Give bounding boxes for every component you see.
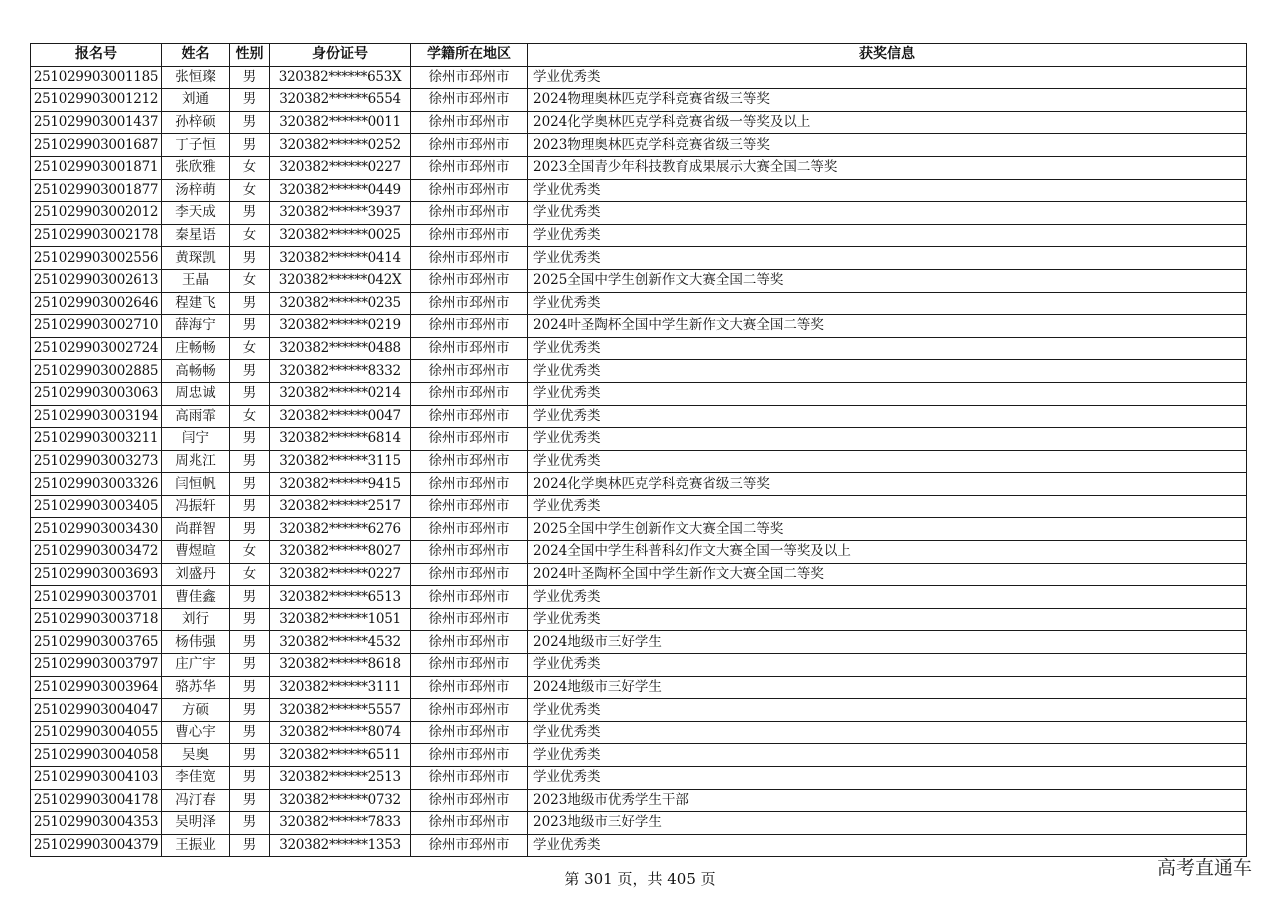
cell-gender: 男 <box>230 654 270 677</box>
cell-id-number: 320382******8027 <box>270 541 411 564</box>
cell-award-info: 学业优秀类 <box>528 654 1247 677</box>
cell-name: 高雨霏 <box>162 405 230 428</box>
cell-gender: 男 <box>230 382 270 405</box>
cell-id-number: 320382******0011 <box>270 111 411 134</box>
table-row <box>31 699 1247 722</box>
cell-name: 尚群智 <box>162 518 230 541</box>
cell-gender: 男 <box>230 676 270 699</box>
cell-id-number: 320382******3937 <box>270 202 411 225</box>
cell-id-number: 320382******6276 <box>270 518 411 541</box>
cell-name: 高畅畅 <box>162 360 230 383</box>
cell-region: 徐州市邳州市 <box>411 66 528 89</box>
cell-award-info: 学业优秀类 <box>528 337 1247 360</box>
table-row <box>31 495 1247 518</box>
cell-id-number: 320382******6513 <box>270 586 411 609</box>
header-award-info: 获奖信息 <box>528 44 1247 67</box>
cell-id-number: 320382******8074 <box>270 721 411 744</box>
table-header-row <box>31 44 1247 67</box>
cell-id-number: 320382******1353 <box>270 834 411 857</box>
cell-region: 徐州市邳州市 <box>411 631 528 654</box>
cell-registration-number: 251029903004058 <box>31 744 162 767</box>
table-row <box>31 654 1247 677</box>
cell-registration-number: 251029903004379 <box>31 834 162 857</box>
table-row <box>31 179 1247 202</box>
cell-gender: 男 <box>230 450 270 473</box>
cell-registration-number: 251029903003765 <box>31 631 162 654</box>
table-row <box>31 224 1247 247</box>
cell-gender: 男 <box>230 111 270 134</box>
cell-region: 徐州市邳州市 <box>411 315 528 338</box>
cell-gender: 男 <box>230 721 270 744</box>
table-row <box>31 631 1247 654</box>
header-name: 姓名 <box>162 44 230 67</box>
cell-award-info: 学业优秀类 <box>528 179 1247 202</box>
cell-name: 周兆江 <box>162 450 230 473</box>
cell-award-info: 学业优秀类 <box>528 66 1247 89</box>
cell-name: 方硕 <box>162 699 230 722</box>
cell-registration-number: 251029903003472 <box>31 541 162 564</box>
cell-registration-number: 251029903001871 <box>31 156 162 179</box>
cell-name: 曹心宇 <box>162 721 230 744</box>
table-row <box>31 247 1247 270</box>
cell-award-info: 学业优秀类 <box>528 586 1247 609</box>
table-row <box>31 382 1247 405</box>
cell-name: 程建飞 <box>162 292 230 315</box>
cell-registration-number: 251029903002710 <box>31 315 162 338</box>
cell-id-number: 320382******0214 <box>270 382 411 405</box>
cell-region: 徐州市邳州市 <box>411 834 528 857</box>
table-body <box>31 66 1247 857</box>
cell-gender: 男 <box>230 586 270 609</box>
cell-award-info: 2024全国中学生科普科幻作文大赛全国一等奖及以上 <box>528 541 1247 564</box>
header-gender: 性别 <box>230 44 270 67</box>
cell-name: 闫恒帆 <box>162 473 230 496</box>
cell-region: 徐州市邳州市 <box>411 360 528 383</box>
cell-name: 黄琛凯 <box>162 247 230 270</box>
cell-name: 冯振轩 <box>162 495 230 518</box>
cell-name: 刘通 <box>162 89 230 112</box>
cell-registration-number: 251029903003211 <box>31 428 162 451</box>
cell-gender: 男 <box>230 247 270 270</box>
cell-gender: 男 <box>230 518 270 541</box>
cell-region: 徐州市邳州市 <box>411 541 528 564</box>
cell-id-number: 320382******6814 <box>270 428 411 451</box>
cell-region: 徐州市邳州市 <box>411 269 528 292</box>
cell-region: 徐州市邳州市 <box>411 518 528 541</box>
cell-gender: 女 <box>230 156 270 179</box>
cell-region: 徐州市邳州市 <box>411 337 528 360</box>
cell-region: 徐州市邳州市 <box>411 586 528 609</box>
table-row <box>31 405 1247 428</box>
cell-award-info: 2024叶圣陶杯全国中学生新作文大赛全国二等奖 <box>528 315 1247 338</box>
cell-id-number: 320382******0227 <box>270 563 411 586</box>
cell-name: 闫宁 <box>162 428 230 451</box>
cell-gender: 女 <box>230 337 270 360</box>
cell-award-info: 学业优秀类 <box>528 247 1247 270</box>
table-row <box>31 428 1247 451</box>
cell-region: 徐州市邳州市 <box>411 179 528 202</box>
cell-registration-number: 251029903003797 <box>31 654 162 677</box>
cell-region: 徐州市邳州市 <box>411 224 528 247</box>
cell-registration-number: 251029903002646 <box>31 292 162 315</box>
cell-gender: 男 <box>230 89 270 112</box>
cell-registration-number: 251029903003273 <box>31 450 162 473</box>
table-row <box>31 450 1247 473</box>
cell-region: 徐州市邳州市 <box>411 473 528 496</box>
table-row <box>31 812 1247 835</box>
cell-id-number: 320382******3115 <box>270 450 411 473</box>
cell-award-info: 2024叶圣陶杯全国中学生新作文大赛全国二等奖 <box>528 563 1247 586</box>
cell-award-info: 2023地级市三好学生 <box>528 812 1247 835</box>
awards-table <box>30 43 1247 857</box>
table-row <box>31 156 1247 179</box>
cell-id-number: 320382******042X <box>270 269 411 292</box>
cell-region: 徐州市邳州市 <box>411 812 528 835</box>
cell-name: 王晶 <box>162 269 230 292</box>
cell-id-number: 320382******0227 <box>270 156 411 179</box>
cell-region: 徐州市邳州市 <box>411 789 528 812</box>
header-registration-number: 报名号 <box>31 44 162 67</box>
cell-region: 徐州市邳州市 <box>411 676 528 699</box>
cell-award-info: 学业优秀类 <box>528 382 1247 405</box>
cell-registration-number: 251029903004178 <box>31 789 162 812</box>
cell-award-info: 2023物理奥林匹克学科竞赛省级三等奖 <box>528 134 1247 157</box>
cell-region: 徐州市邳州市 <box>411 721 528 744</box>
cell-award-info: 学业优秀类 <box>528 699 1247 722</box>
cell-name: 曹佳鑫 <box>162 586 230 609</box>
cell-registration-number: 251029903002613 <box>31 269 162 292</box>
cell-region: 徐州市邳州市 <box>411 405 528 428</box>
cell-name: 王振业 <box>162 834 230 857</box>
cell-name: 李佳宽 <box>162 767 230 790</box>
cell-name: 孙梓硕 <box>162 111 230 134</box>
cell-id-number: 320382******2513 <box>270 767 411 790</box>
cell-registration-number: 251029903004103 <box>31 767 162 790</box>
cell-id-number: 320382******4532 <box>270 631 411 654</box>
cell-region: 徐州市邳州市 <box>411 89 528 112</box>
cell-gender: 男 <box>230 360 270 383</box>
cell-gender: 男 <box>230 767 270 790</box>
cell-registration-number: 251029903003693 <box>31 563 162 586</box>
cell-award-info: 2024化学奥林匹克学科竞赛省级三等奖 <box>528 473 1247 496</box>
cell-award-info: 学业优秀类 <box>528 495 1247 518</box>
cell-registration-number: 251029903003326 <box>31 473 162 496</box>
cell-award-info: 学业优秀类 <box>528 360 1247 383</box>
cell-region: 徐州市邳州市 <box>411 111 528 134</box>
cell-name: 秦星语 <box>162 224 230 247</box>
cell-id-number: 320382******9415 <box>270 473 411 496</box>
cell-name: 吴明泽 <box>162 812 230 835</box>
cell-registration-number: 251029903004353 <box>31 812 162 835</box>
cell-id-number: 320382******0235 <box>270 292 411 315</box>
cell-region: 徐州市邳州市 <box>411 382 528 405</box>
cell-gender: 男 <box>230 631 270 654</box>
cell-registration-number: 251029903003430 <box>31 518 162 541</box>
table-row <box>31 541 1247 564</box>
cell-id-number: 320382******0449 <box>270 179 411 202</box>
cell-name: 李天成 <box>162 202 230 225</box>
cell-gender: 女 <box>230 541 270 564</box>
table-row <box>31 676 1247 699</box>
table-row <box>31 767 1247 790</box>
cell-region: 徐州市邳州市 <box>411 608 528 631</box>
cell-gender: 男 <box>230 789 270 812</box>
cell-gender: 女 <box>230 224 270 247</box>
cell-award-info: 2023全国青少年科技教育成果展示大赛全国二等奖 <box>528 156 1247 179</box>
table-row <box>31 111 1247 134</box>
cell-id-number: 320382******6554 <box>270 89 411 112</box>
cell-award-info: 学业优秀类 <box>528 450 1247 473</box>
cell-registration-number: 251029903003063 <box>31 382 162 405</box>
cell-registration-number: 251029903001185 <box>31 66 162 89</box>
header-region: 学籍所在地区 <box>411 44 528 67</box>
table-row <box>31 744 1247 767</box>
cell-name: 张恒璨 <box>162 66 230 89</box>
cell-registration-number: 251029903003964 <box>31 676 162 699</box>
table-row <box>31 834 1247 857</box>
cell-name: 庄畅畅 <box>162 337 230 360</box>
cell-id-number: 320382******5557 <box>270 699 411 722</box>
header-id-number: 身份证号 <box>270 44 411 67</box>
cell-name: 刘行 <box>162 608 230 631</box>
cell-award-info: 学业优秀类 <box>528 721 1247 744</box>
cell-name: 刘盛丹 <box>162 563 230 586</box>
table-row <box>31 586 1247 609</box>
cell-region: 徐州市邳州市 <box>411 495 528 518</box>
table-row <box>31 360 1247 383</box>
cell-award-info: 2024化学奥林匹克学科竞赛省级一等奖及以上 <box>528 111 1247 134</box>
cell-award-info: 2023地级市优秀学生干部 <box>528 789 1247 812</box>
cell-region: 徐州市邳州市 <box>411 744 528 767</box>
table-row <box>31 608 1247 631</box>
cell-gender: 男 <box>230 202 270 225</box>
cell-award-info: 学业优秀类 <box>528 744 1247 767</box>
cell-registration-number: 251029903002012 <box>31 202 162 225</box>
cell-gender: 男 <box>230 428 270 451</box>
cell-registration-number: 251029903003718 <box>31 608 162 631</box>
cell-gender: 男 <box>230 812 270 835</box>
cell-id-number: 320382******8332 <box>270 360 411 383</box>
table-row <box>31 518 1247 541</box>
cell-name: 薛海宁 <box>162 315 230 338</box>
cell-region: 徐州市邳州市 <box>411 654 528 677</box>
table-row <box>31 269 1247 292</box>
cell-registration-number: 251029903003405 <box>31 495 162 518</box>
cell-id-number: 320382******0414 <box>270 247 411 270</box>
cell-registration-number: 251029903001877 <box>31 179 162 202</box>
cell-id-number: 320382******7833 <box>270 812 411 835</box>
cell-id-number: 320382******3111 <box>270 676 411 699</box>
cell-gender: 男 <box>230 134 270 157</box>
cell-region: 徐州市邳州市 <box>411 450 528 473</box>
cell-award-info: 2024地级市三好学生 <box>528 676 1247 699</box>
cell-name: 吴奥 <box>162 744 230 767</box>
table-row <box>31 721 1247 744</box>
table-row <box>31 292 1247 315</box>
cell-award-info: 学业优秀类 <box>528 608 1247 631</box>
cell-registration-number: 251029903002885 <box>31 360 162 383</box>
cell-registration-number: 251029903003194 <box>31 405 162 428</box>
cell-region: 徐州市邳州市 <box>411 292 528 315</box>
cell-id-number: 320382******0488 <box>270 337 411 360</box>
cell-gender: 女 <box>230 269 270 292</box>
cell-name: 曹煜暄 <box>162 541 230 564</box>
table-row <box>31 315 1247 338</box>
cell-region: 徐州市邳州市 <box>411 563 528 586</box>
cell-gender: 女 <box>230 405 270 428</box>
table-row <box>31 202 1247 225</box>
cell-id-number: 320382******0025 <box>270 224 411 247</box>
cell-gender: 女 <box>230 563 270 586</box>
cell-registration-number: 251029903004047 <box>31 699 162 722</box>
cell-gender: 男 <box>230 66 270 89</box>
cell-gender: 男 <box>230 495 270 518</box>
cell-registration-number: 251029903001437 <box>31 111 162 134</box>
cell-name: 骆苏华 <box>162 676 230 699</box>
cell-gender: 男 <box>230 315 270 338</box>
cell-name: 张欣雅 <box>162 156 230 179</box>
table-row <box>31 89 1247 112</box>
cell-registration-number: 251029903001687 <box>31 134 162 157</box>
cell-gender: 男 <box>230 292 270 315</box>
cell-registration-number: 251029903003701 <box>31 586 162 609</box>
cell-registration-number: 251029903002178 <box>31 224 162 247</box>
cell-award-info: 2025全国中学生创新作文大赛全国二等奖 <box>528 518 1247 541</box>
cell-id-number: 320382******6511 <box>270 744 411 767</box>
cell-registration-number: 251029903002724 <box>31 337 162 360</box>
table-row <box>31 66 1247 89</box>
cell-award-info: 学业优秀类 <box>528 202 1247 225</box>
table-row <box>31 563 1247 586</box>
cell-award-info: 2024物理奥林匹克学科竞赛省级三等奖 <box>528 89 1247 112</box>
cell-award-info: 学业优秀类 <box>528 834 1247 857</box>
table-row <box>31 473 1247 496</box>
cell-name: 杨伟强 <box>162 631 230 654</box>
table-row <box>31 337 1247 360</box>
cell-gender: 女 <box>230 179 270 202</box>
cell-gender: 男 <box>230 608 270 631</box>
cell-gender: 男 <box>230 473 270 496</box>
cell-region: 徐州市邳州市 <box>411 247 528 270</box>
cell-gender: 男 <box>230 834 270 857</box>
cell-region: 徐州市邳州市 <box>411 156 528 179</box>
cell-registration-number: 251029903002556 <box>31 247 162 270</box>
cell-name: 冯汀春 <box>162 789 230 812</box>
cell-id-number: 320382******0219 <box>270 315 411 338</box>
cell-region: 徐州市邳州市 <box>411 202 528 225</box>
cell-name: 丁子恒 <box>162 134 230 157</box>
cell-award-info: 学业优秀类 <box>528 428 1247 451</box>
cell-id-number: 320382******0732 <box>270 789 411 812</box>
table-row <box>31 134 1247 157</box>
cell-region: 徐州市邳州市 <box>411 767 528 790</box>
watermark-logo-text: 高考直通车 <box>1156 857 1252 879</box>
cell-award-info: 学业优秀类 <box>528 405 1247 428</box>
cell-id-number: 320382******0252 <box>270 134 411 157</box>
cell-award-info: 学业优秀类 <box>528 292 1247 315</box>
cell-registration-number: 251029903004055 <box>31 721 162 744</box>
cell-gender: 男 <box>230 744 270 767</box>
cell-award-info: 2024地级市三好学生 <box>528 631 1247 654</box>
cell-name: 周忠诚 <box>162 382 230 405</box>
cell-id-number: 320382******653X <box>270 66 411 89</box>
cell-id-number: 320382******0047 <box>270 405 411 428</box>
cell-gender: 男 <box>230 699 270 722</box>
cell-name: 庄广宇 <box>162 654 230 677</box>
cell-region: 徐州市邳州市 <box>411 428 528 451</box>
cell-id-number: 320382******1051 <box>270 608 411 631</box>
cell-region: 徐州市邳州市 <box>411 699 528 722</box>
cell-name: 汤梓萌 <box>162 179 230 202</box>
page-number: 第 301 页，共 405 页 <box>564 870 716 888</box>
cell-id-number: 320382******2517 <box>270 495 411 518</box>
cell-region: 徐州市邳州市 <box>411 134 528 157</box>
cell-award-info: 2025全国中学生创新作文大赛全国二等奖 <box>528 269 1247 292</box>
cell-registration-number: 251029903001212 <box>31 89 162 112</box>
cell-id-number: 320382******8618 <box>270 654 411 677</box>
cell-award-info: 学业优秀类 <box>528 224 1247 247</box>
table-row <box>31 789 1247 812</box>
cell-award-info: 学业优秀类 <box>528 767 1247 790</box>
